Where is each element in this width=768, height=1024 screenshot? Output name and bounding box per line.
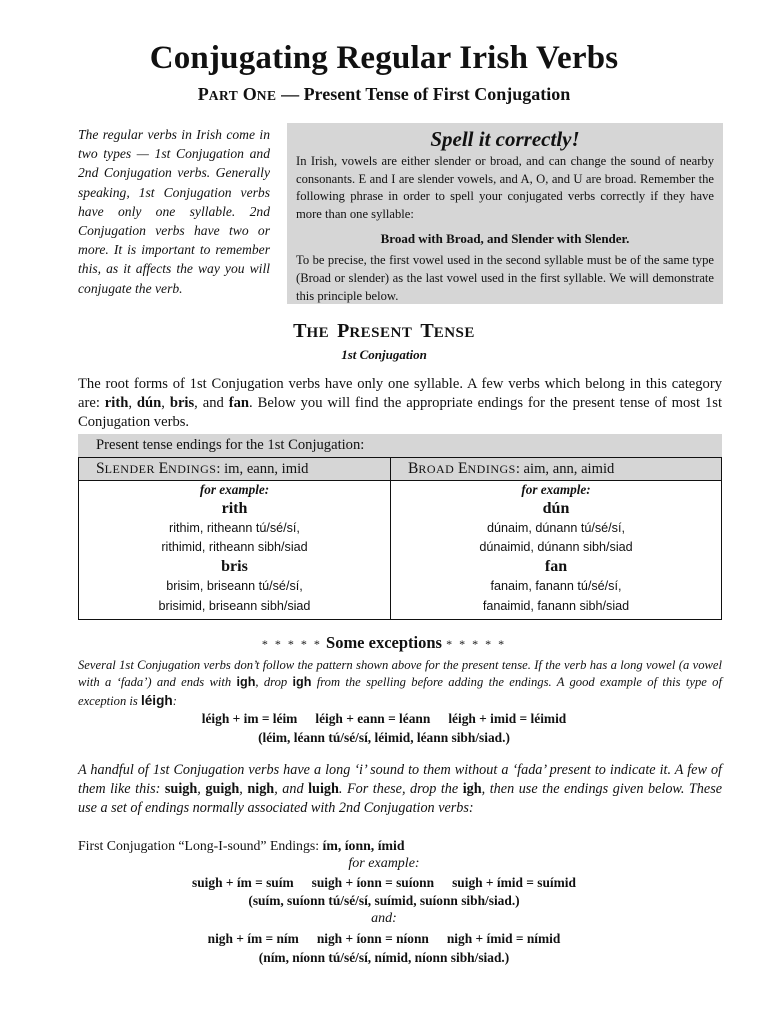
nigh-summary: (ním, níonn tú/sé/sí, nímid, níonn sibh/siad.) <box>258 950 510 965</box>
page-subtitle: PART ONE — Present Tense of First Conjugation <box>197 84 571 104</box>
verb-forms-line: dúnaimid, dúnann sibh/siad <box>479 540 633 555</box>
verb-forms-line: dúnaim, dúnann tú/sé/sí, <box>487 521 625 535</box>
present-tense-heading: THE PRESENT TENSE <box>293 320 475 342</box>
verb-forms-line: brisim, briseann tú/sé/sí, <box>166 579 303 594</box>
for-example-label: for example: <box>521 482 591 497</box>
leigh-summary: (léim, léann tú/sé/sí, léimid, léann sibh/siad.) <box>258 730 510 745</box>
verb-rith: rith <box>221 500 248 517</box>
verb-forms-line: fanaimid, fanann sibh/siad <box>482 598 630 613</box>
verb-forms-line: rithim, ritheann tú/sé/sí, <box>169 521 300 535</box>
for-example-label: for example: <box>348 856 420 871</box>
slender-endings-column <box>79 458 391 619</box>
suigh-equations: suigh + ím = suím suigh + íonn = suíonn suigh + ímid = suímid <box>192 875 576 890</box>
page-title: Conjugating Regular Irish Verbs <box>149 40 619 76</box>
verb-bris: bris <box>221 558 248 576</box>
endings-table-header: Present tense endings for the 1st Conjugation: <box>78 434 722 457</box>
spellbox-paragraph-1: In Irish, vowels are either slender or broad, and can change the sound of nearby consonants. E and I are slender vowels, and A, O, and U are broad. Remember the following phrase in order to spell your conjugated verbs correctly if they have more than one syllable: <box>296 154 714 221</box>
spellbox-rule: Broad with Broad, and Slender with Slender. <box>380 231 630 247</box>
verb-dun: dún <box>542 500 570 517</box>
conjugation-label: 1st Conjugation <box>341 347 427 362</box>
intro-paragraph: The regular verbs in Irish come in two types — 1st Conjugation and 2nd Conjugation verbs. Generally speaking, 1st Conjugation verbs have only one syllable. 2nd Conjugation verbs have two or more. It is important to remember this, as it affects the way you will conjugate the verb. <box>78 127 270 296</box>
suigh-summary: (suím, suíonn tú/sé/sí, suímid, suíonn sibh/siad.) <box>248 893 520 908</box>
and-label: and: <box>371 911 397 926</box>
spellbox-paragraph-2: To be precise, the first vowel used in the second syllable must be of the same type (Broad or slender) as the last vowel used in the first syllable. We will demonstrate this principle below. <box>296 253 714 303</box>
root-forms-paragraph: The root forms of 1st Conjugation verbs have only one syllable. A few verbs which belong in this category are: rith, dún, bris, and fan. Below you will find the appropriate endings for the present tense of most 1st Conjugation verbs. <box>78 376 722 431</box>
verb-forms-line: rithimid, ritheann sibh/siad <box>161 540 308 555</box>
nigh-equations: nigh + ím = ním nigh + íonn = níonn nigh + ímid = nímid <box>207 931 561 946</box>
spellbox-title: Spell it correctly! <box>430 127 580 151</box>
exceptions-heading: * * * * * Some exceptions * * * * * <box>261 633 507 652</box>
leigh-equations: léigh + im = léim léigh + eann = léann léigh + imid = léimid <box>201 711 567 726</box>
broad-endings-heading: BROAD ENDINGS: aim, ann, aimid <box>391 458 721 481</box>
for-example-label: for example: <box>199 482 270 497</box>
verb-fan: fan <box>544 558 568 576</box>
stars-left: * * * * * <box>261 637 322 651</box>
verb-forms-line: brisimid, briseann sibh/siad <box>158 598 311 613</box>
stars-right: * * * * * <box>446 637 507 651</box>
spell-it-correctly-box <box>287 123 723 304</box>
slender-endings-heading: SLENDER ENDINGS: im, eann, imid <box>79 458 390 481</box>
long-i-paragraph: A handful of 1st Conjugation verbs have a long ‘i’ sound to them without a ‘fada’ present to indicate it. A few of them like this: suigh, guigh, nigh, and luigh. For these, drop the igh, then use the endings given below. These use a set of endings normally associated with 2nd Conjugation verbs: <box>78 762 723 817</box>
endings-table <box>78 457 722 620</box>
exceptions-paragraph: Several 1st Conjugation verbs don’t follow the pattern shown above for the present tense. If the verb has a long vowel (a vowel with a ‘fada’) and ends with igh, drop igh from the spelling before adding the endings. A good example of this type of exception is léigh: <box>78 658 722 708</box>
long-i-endings: First Conjugation “Long-I-sound” Endings: ím, íonn, ímid <box>78 838 405 853</box>
broad-endings-column <box>391 458 721 619</box>
verb-forms-line: fanaim, fanann tú/sé/sí, <box>490 579 622 594</box>
